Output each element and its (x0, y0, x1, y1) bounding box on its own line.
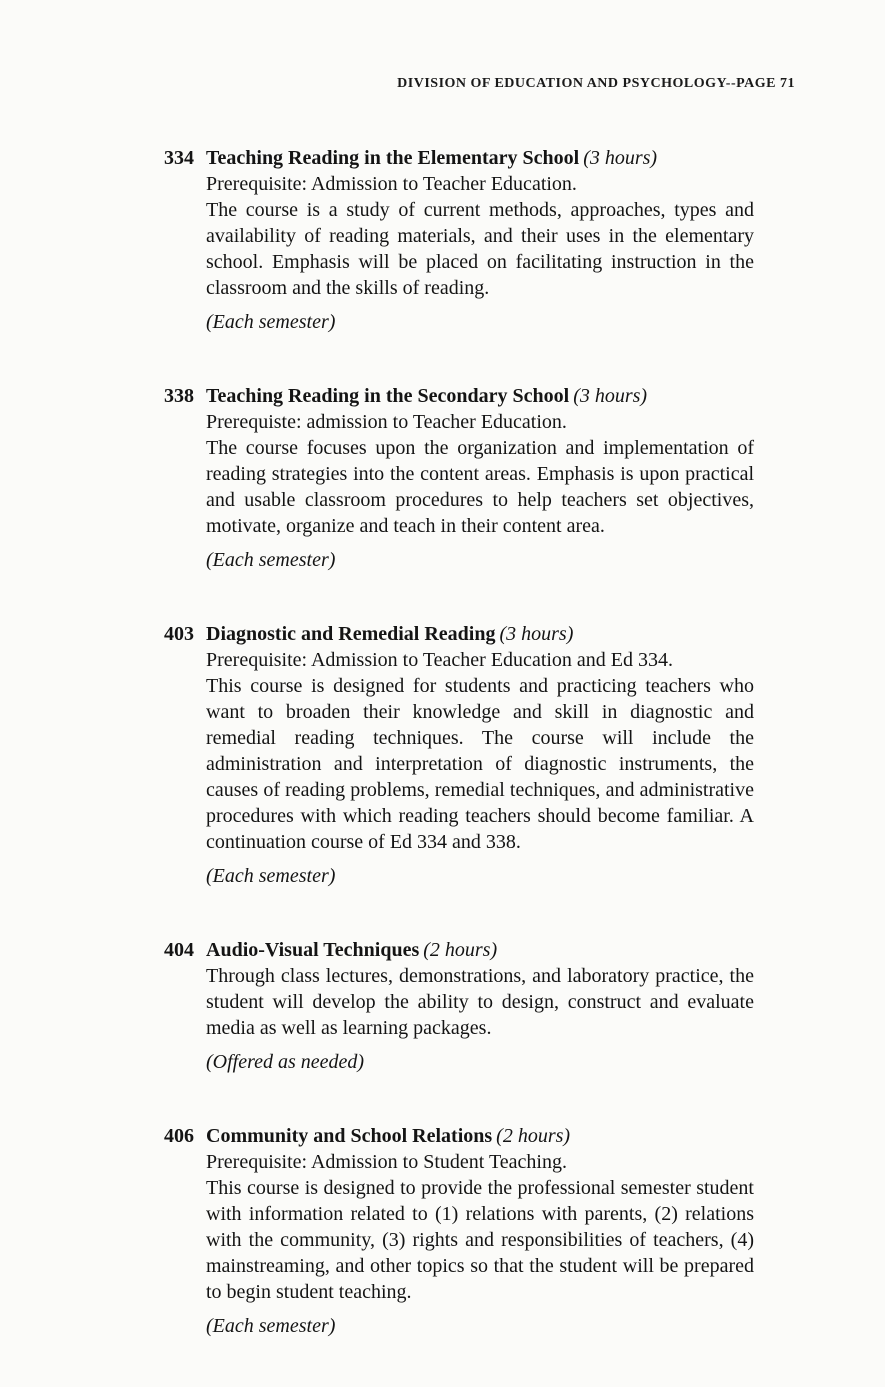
course-description: The course is a study of current methods, approaches, types and availability of reading materials, and their uses in the elementary school. Emphasis will be placed on facilitating instruction in the classroom and the skills of reading. (206, 199, 754, 299)
course-heading (164, 145, 764, 171)
course-number: 406 (164, 1125, 194, 1147)
course-entry-403 (164, 621, 764, 889)
course-entry-338 (164, 383, 764, 573)
course-entry-334 (164, 145, 764, 335)
course-title: Diagnostic and Remedial Reading (206, 623, 496, 645)
course-number: 404 (164, 939, 194, 961)
course-prerequisite: Prerequiste: admission to Teacher Education. (206, 411, 567, 433)
course-heading (164, 621, 764, 647)
course-prerequisite: Prerequisite: Admission to Teacher Education and Ed 334. (206, 649, 674, 671)
course-entry-406 (164, 1123, 764, 1339)
course-body (206, 647, 754, 889)
course-description: The course focuses upon the organization and implementation of reading strategies into the content areas. Emphasis is upon practical and usable classroom procedures to help teachers set objectives, motivate, organize and teach in their content area. (206, 437, 754, 537)
course-number: 334 (164, 147, 194, 169)
course-hours: (2 hours) (423, 939, 498, 961)
course-prerequisite: Prerequisite: Admission to Student Teaching. (206, 1151, 567, 1173)
course-description: Through class lectures, demonstrations, and laboratory practice, the student will develop the ability to design, construct and evaluate media as well as learning packages. (206, 965, 754, 1039)
course-body (206, 409, 754, 573)
course-title: Community and School Relations (206, 1125, 493, 1147)
course-body (206, 1149, 754, 1339)
course-hours: (3 hours) (573, 385, 648, 407)
course-body (206, 963, 754, 1075)
course-description: This course is designed for students and practicing teachers who want to broaden their knowledge and skill in diagnostic and remedial reading techniques. The course will include the administration and interpretation of diagnostic instruments, the causes of reading problems, remedial techniques, and administrative procedures with which reading teachers should become familiar. A continuation course of Ed 334 and 338. (206, 675, 754, 853)
course-list (164, 145, 764, 1387)
course-hours: (2 hours) (496, 1125, 571, 1147)
course-prerequisite: Prerequisite: Admission to Teacher Education. (206, 173, 577, 195)
course-number: 338 (164, 385, 194, 407)
course-body (206, 171, 754, 335)
course-offering: (Offered as needed) (206, 1051, 365, 1073)
course-description: This course is designed to provide the professional semester student with information related to (1) relations with parents, (2) relations with the community, (3) rights and responsibilities of teachers, (4) mainstreaming, and other topics so that the student will be prepared to begin student teaching. (206, 1177, 754, 1303)
course-offering: (Each semester) (206, 1315, 336, 1337)
course-entry-404 (164, 937, 764, 1075)
course-heading (164, 937, 764, 963)
course-title: Teaching Reading in the Elementary School (206, 147, 580, 169)
course-offering: (Each semester) (206, 549, 336, 571)
course-offering: (Each semester) (206, 311, 336, 333)
course-title: Audio-Visual Techniques (206, 939, 420, 961)
running-head: DIVISION OF EDUCATION AND PSYCHOLOGY--PAGE 71 (397, 76, 795, 91)
course-hours: (3 hours) (583, 147, 658, 169)
course-offering: (Each semester) (206, 865, 336, 887)
course-heading (164, 1123, 764, 1149)
course-title: Teaching Reading in the Secondary School (206, 385, 570, 407)
course-hours: (3 hours) (499, 623, 574, 645)
course-heading (164, 383, 764, 409)
course-number: 403 (164, 623, 194, 645)
